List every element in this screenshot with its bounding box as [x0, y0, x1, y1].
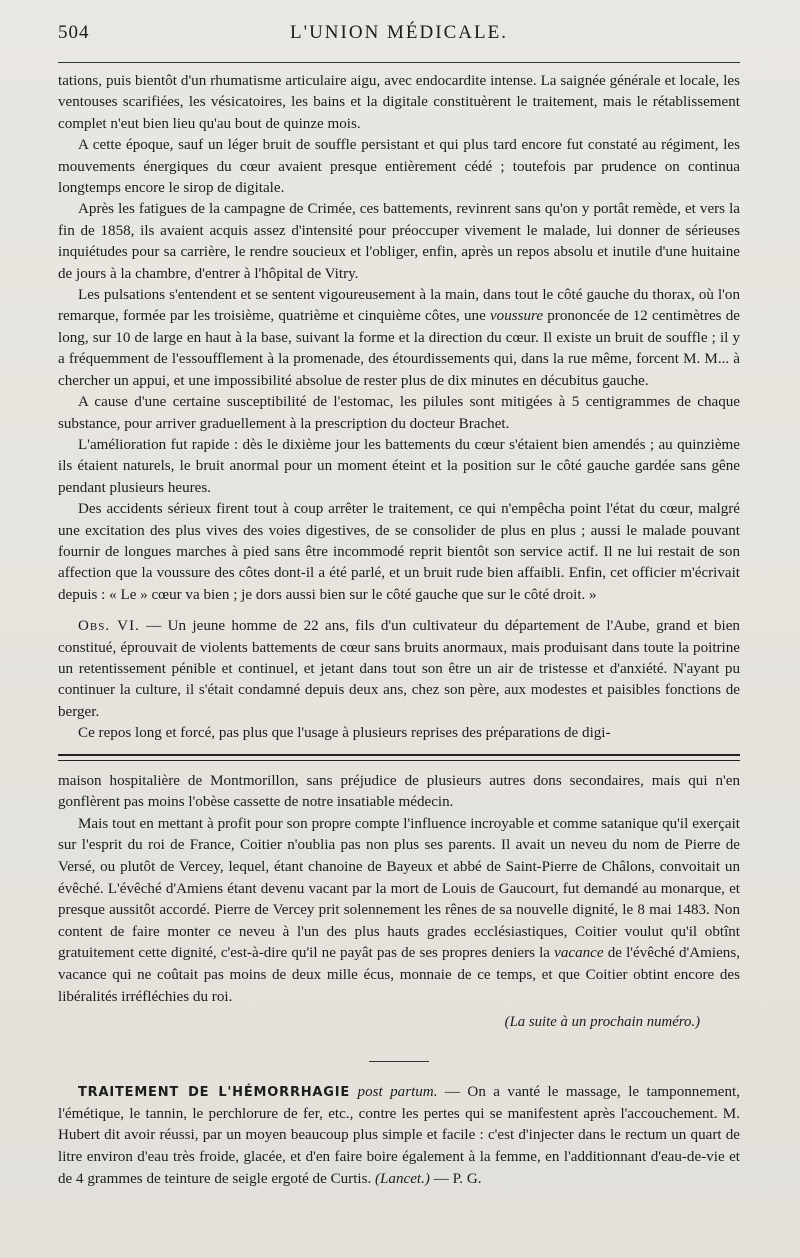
text-run: prononcée de 12 centimètres de long, sur 10 de large en haut à la base, suivant la forme et la direction du cœur. Il existe un bruit de souffle ; il y a fréquemment de l'essoufflement à la promenade, des étourdissements qui, dans la rue même, forcent M. M... à chercher un appui, et une impossibilité absolue de rester plus de dix minutes en décubitus gauche. — [58, 308, 740, 389]
text-run: — Un jeune homme de 22 ans, fils d'un cultivateur du département de l'Aube, grand et bien constitué, éprouvait de violents battements de cœur sans bruits anormaux, mais produisant dans toute la poitrine un retentissement pénible et continuel, et jetant dans tout son être un air de tristesse et d'anxiété. N'ayant pu continuer la culture, il s'était condamné depuis deux ans, chez son père, aux modestes et paisibles fonctions de berger. — [58, 618, 740, 720]
paragraph-pulsations — [58, 285, 740, 392]
article-paragraph — [58, 1082, 740, 1190]
paragraph: Ce repos long et forcé, pas plus que l'usage à plusieurs reprises des préparations de digi- — [78, 725, 611, 742]
text-run: Les pulsations s'entendent et se sentent vigoureusement à la main, dans tout le côté gauche du thorax, où l'on remarque, formée par les troisième, quatrième et cinquième côtes, une — [58, 287, 740, 325]
paragraph: tations, puis bientôt d'un rhumatisme articulaire aigu, avec endocardite intense. La saignée générale et locale, les ventouses scarifiées, les vésicatoires, les bains et la digitale constituèrent le traitement, mais le rétablissement complet n'eut bien lieu qu'au bout de quinze mois. — [58, 73, 740, 132]
observation-label: Obs. VI. — [78, 618, 140, 635]
continued-note: (La suite à un prochain numéro.) — [504, 1014, 700, 1031]
text-run: Mais tout en mettant à profit pour son propre compte l'influence incroyable et comme satanique qu'il exerçait sur l'esprit du roi de France, Coitier n'oublia pas non plus ses parents. Il avait un neveu du nom de Pierre de Versé, ou plutôt de Vercey, lequel, étant chanoine de Bayeux et abbé de Saint-Pierre de Châlons, convoitait un évêché. L'évêché d'Amiens étant devenu vacant par la mort de Louis de Gaucourt, fut demandé au monarque, et presque aussitôt accordé. Pierre de Vercey prit solennement les rênes de sa nouvelle dignité, le 8 mai 1483. Non content de faire monter ce neveu à l'un des plus hauts grades ecclésiastiques, Coitier voulut qu'il obtînt gratuitement cette dignité, c'est-à-dire qu'il ne payât pas de ses propres deniers la — [58, 815, 740, 962]
header-rule — [58, 62, 740, 63]
article-source: (Lancet.) — [375, 1170, 430, 1187]
section-divider — [369, 1061, 429, 1062]
observation-paragraph — [58, 616, 740, 723]
italic-term: voussure — [489, 308, 544, 325]
feuilleton-separator — [58, 754, 740, 761]
italic-term: vacance — [554, 945, 604, 962]
paragraph: Des accidents sérieux firent tout à coup arrêter le traitement, ce qui n'empêcha point l'état du cœur, malgré une excitation des plus vives des voies digestives, de se consolider de plus en plus ; aussi le malade pouvant fournir de longues marches à pied sans être incommodé reprit bientôt son service actif. Il ne lui restait de son affection que la voussure des côtes dont-il a été parlé, et un bruit rude bien affaibli. Enfin, cet officier m'écrivait depuis : « Le » cœur va bien ; je dors aussi bien sur le côté gauche que sur le côté droit. » — [58, 501, 740, 603]
paragraph: A cette époque, sauf un léger bruit de souffle persistant et qui plus tard encore fut constaté au régiment, les mouvements énergiques du cœur avaient presque entièrement cédé ; toutefois par prudence on continua longtemps encore le sirop de digitale. — [58, 137, 740, 197]
paragraph: L'amélioration fut rapide : dès le dixième jour les battements du cœur s'étaient bien amendés ; au quinzième ils étaient naturels, le bruit anormal pour un moment éteint et la position sur le côté gauche gardée sans gêne pendant plusieurs heures. — [58, 436, 740, 496]
feuilleton — [58, 771, 740, 1032]
paragraph: maison hospitalière de Montmorillon, sans préjudice de plusieurs autres dons secondaires, mais qui n'en gonflèrent pas moins l'obèse cassette de notre insatiable médecin. — [58, 772, 740, 811]
article-signature: — P. G. — [429, 1170, 482, 1187]
journal-title: L'UNION MÉDICALE. — [290, 22, 508, 43]
paragraph — [58, 814, 740, 1008]
page-number: 504 — [58, 22, 90, 43]
article-heading: TRAITEMENT DE L'HÉMORRHAGIE — [78, 1085, 351, 1101]
paragraph: A cause d'une certaine susceptibilité de l'estomac, les pilules sont mitigées à 5 centigrammes de chaque substance, pour arriver graduellement à la prescription du docteur Brachet. — [58, 394, 740, 432]
text-run: de l'évêché d'Amiens, vacance qui ne coûtait pas moins de deux mille écus, monnaie de ce temps, et que Coitier obtint encore des libéralités irréfléchies du roi. — [58, 945, 741, 1005]
main-text — [58, 71, 740, 745]
page-header — [58, 18, 740, 48]
article-heading-italic: post partum. — [357, 1084, 438, 1101]
text-run: — On a vanté le massage, le tamponnement, l'émétique, le tannin, le perchlorure de fer, etc., contre les pertes qui se manifestent après l'accouchement. M. Hubert dit avoir réussi, par un moyen beaucoup plus simple et facile : c'est d'injecter dans le rectum un quart de litre environ d'eau très froide, glacée, et d'en faire boire également à la femme, en l'additionnant d'eau-de-vie et de 4 grammes de teinture de seigle ergoté de Curtis. — [58, 1084, 740, 1187]
paragraph: Après les fatigues de la campagne de Crimée, ces battements, revinrent sans qu'on y portât remède, et vers la fin de 1858, ils avaient acquis assez d'intensité pour préoccuper vivement le malade, lui donner de sérieuses inquiétudes pour sa carrière, le rendre soucieux et l'obliger, enfin, après un repos absolu et inutile d'une huitaine de jours à la chambre, d'entrer à l'hôpital de Vitry. — [58, 201, 740, 282]
article — [58, 1082, 740, 1190]
